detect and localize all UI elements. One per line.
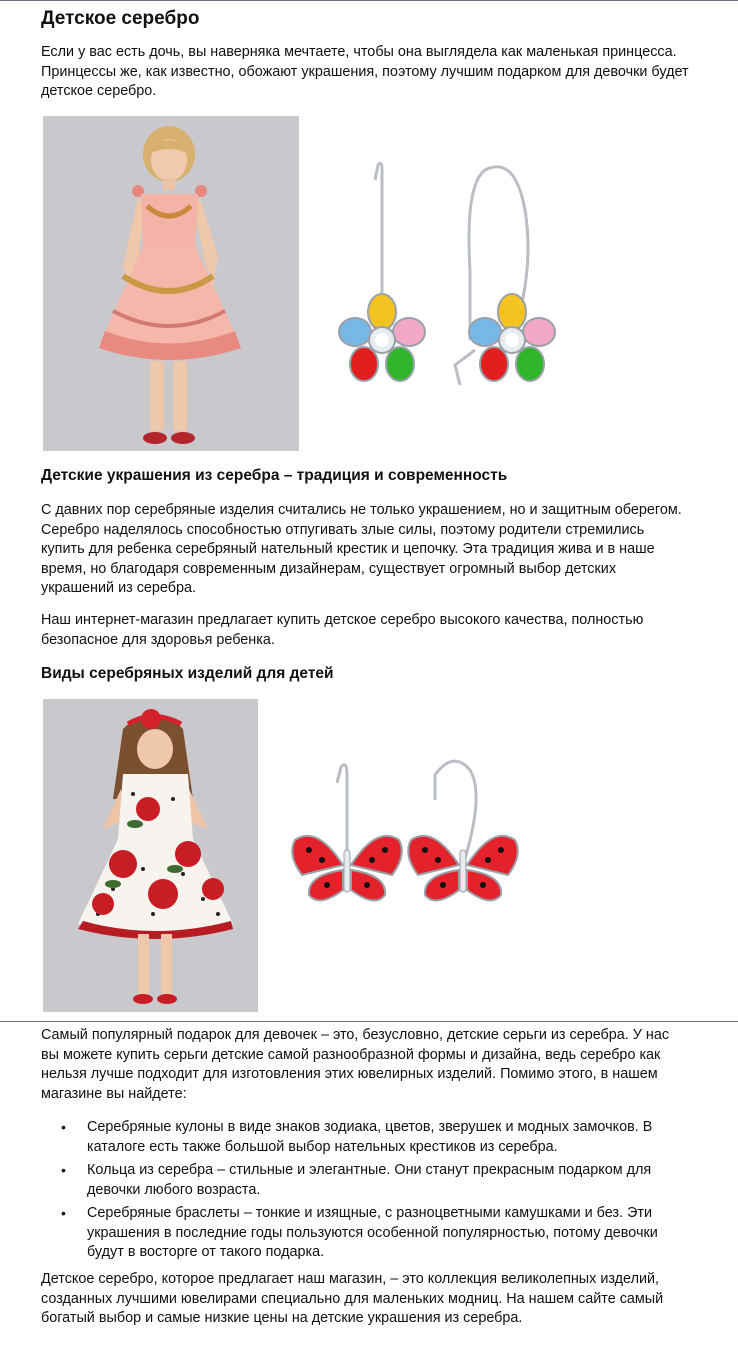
section-divider bbox=[0, 1021, 738, 1022]
list-item: • Кольца из серебра – стильные и элегантные. Они станут прекрасным подарком для девочки любого возраста. bbox=[57, 1161, 692, 1200]
tradition-paragraph: С давних пор серебряные изделия считались не только украшением, но и защитным оберегом. Серебро наделялось способностью отпугивать злые силы, поэтому родители стремились купить для ребенка серебряный нательный крестик и цепочку. Эта традиция жива и в наше время, но благодаря современным дизайнерам, существует огромный выбор детских украшений из серебра. bbox=[41, 502, 682, 596]
girl-pink-dress-photo bbox=[43, 116, 299, 451]
flower-earrings-image bbox=[320, 150, 560, 400]
intro-paragraph: Если у вас есть дочь, вы наверняка мечтаете, чтобы она выглядела как маленькая принцесса. Принцессы же, как известно, обожают украшения, поэтому лучшим подарком для девочки будет детское серебро. bbox=[41, 44, 689, 99]
top-divider bbox=[0, 0, 738, 1]
closing-paragraph: Детское серебро, которое предлагает наш магазин, – это коллекция великолепных изделий, созданных лучшими ювелирами специально для маленьких модниц. На нашем сайте самый богатый выбор и самые низкие цены на детские украшения из серебра. bbox=[41, 1271, 664, 1326]
section-heading-tradition: Детские украшения из серебра – традиция и современность bbox=[41, 467, 508, 484]
list-item: • Серебряные кулоны в виде знаков зодиака, цветов, зверушек и модных замочков. В каталоге есть также большой выбор нательных крестиков из серебра. bbox=[57, 1118, 692, 1157]
earrings-paragraph: Самый популярный подарок для девочек – это, безусловно, детские серьги из серебра. У нас вы можете купить серьги детские самой разнообразной формы и дизайна, ведь серебро как нельзя лучше подходит для изготовления этих ювелирных изделий. Помимо этого, в нашем магазине вы найдете: bbox=[41, 1027, 670, 1102]
shop-paragraph: Наш интернет-магазин предлагает купить детское серебро высокого качества, полностью безопасное для здоровья ребенка. bbox=[41, 612, 644, 648]
page-title: Детское серебро bbox=[41, 8, 200, 29]
butterfly-earrings-image bbox=[285, 755, 520, 915]
product-list bbox=[57, 1118, 692, 1267]
girl-polka-dress-photo bbox=[43, 699, 258, 1012]
list-item: • Серебряные браслеты – тонкие и изящные, с разноцветными камушками и без. Эти украшения в последние годы пользуются особенной популярностью, потому девочки будут в восторге от такого подарка. bbox=[57, 1204, 692, 1263]
section-heading-kinds: Виды серебряных изделий для детей bbox=[41, 665, 334, 682]
